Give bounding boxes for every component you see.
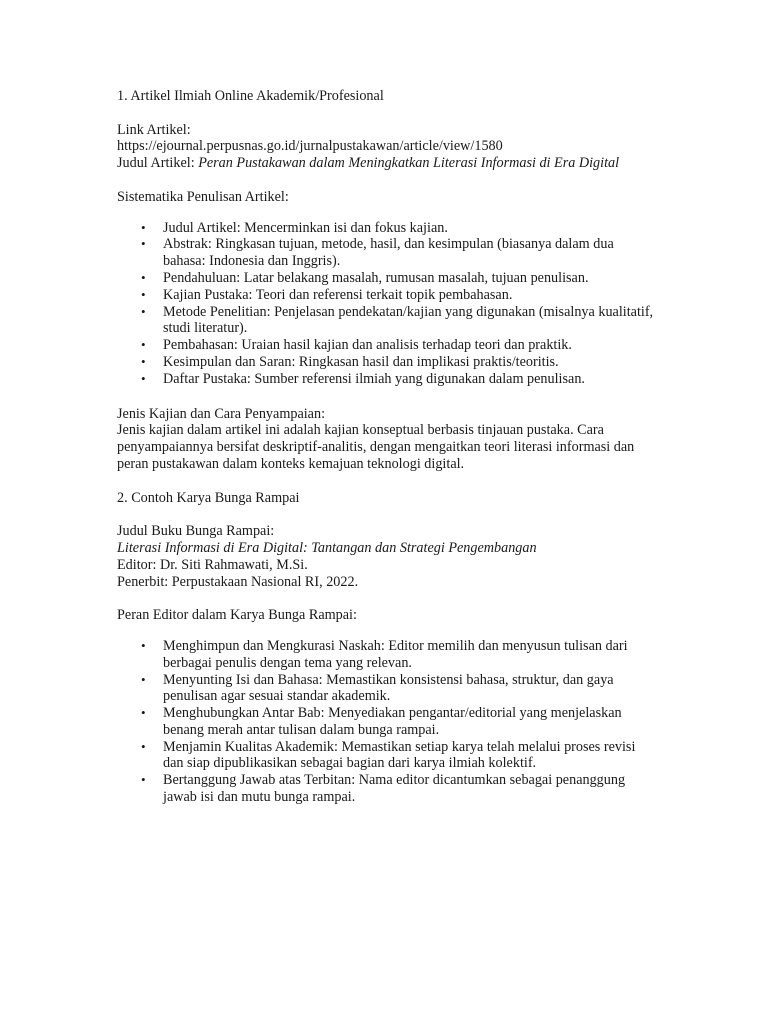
bullet-icon: • — [141, 353, 146, 369]
systematics-label: Sistematika Penulisan Artikel: — [117, 188, 289, 205]
list-item: • Pendahuluan: Latar belakang masalah, rumusan masalah, tujuan penulisan. — [141, 269, 589, 286]
systematics-list — [117, 220, 657, 388]
book-title: Literasi Informasi di Era Digital: Tantangan dan Strategi Pengembangan — [117, 539, 537, 556]
list-item: • Menjamin Kualitas Akademik: Memastikan setiap karya telah melalui proses revisi dan siap dipublikasikan sebagai bagian dari karya ilmiah kolektif. — [141, 738, 636, 772]
section1-heading: 1. Artikel Ilmiah Online Akademik/Profesional — [117, 88, 384, 104]
bullet-icon: • — [141, 738, 146, 754]
list-item: • Abstrak: Ringkasan tujuan, metode, hasil, dan kesimpulan (biasanya dalam dua bahasa: Indonesia dan Inggris). — [141, 236, 614, 270]
bullet-icon: • — [141, 303, 146, 319]
list-item: • Daftar Pustaka: Sumber referensi ilmiah yang digunakan dalam penulisan. — [141, 370, 585, 387]
book-publisher: Penerbit: Perpustakaan Nasional RI, 2022. — [117, 573, 359, 590]
list-item: • Menyunting Isi dan Bahasa: Memastikan konsistensi bahasa, struktur, dan gaya penulisan agar sesuai standar akademik. — [141, 671, 614, 705]
bullet-icon: • — [141, 671, 146, 687]
book-label: Judul Buku Bunga Rampai: — [117, 523, 275, 540]
article-link-url: https://ejournal.perpusnas.go.id/jurnalpustakawan/article/view/1580 — [117, 138, 503, 155]
list-item: • Metode Penelitian: Penjelasan pendekatan/kajian yang digunakan (misalnya kualitatif, studi literatur). — [141, 303, 654, 337]
book-editor: Editor: Dr. Siti Rahmawati, M.Si. — [117, 556, 308, 573]
list-item: • Kesimpulan dan Saran: Ringkasan hasil dan implikasi praktis/teoritis. — [141, 353, 559, 370]
article-title-value: Peran Pustakawan dalam Meningkatkan Literasi Informasi di Era Digital — [198, 155, 620, 172]
article-title-line — [117, 155, 657, 172]
list-item: • Kajian Pustaka: Teori dan referensi terkait topik pembahasan. — [141, 286, 513, 303]
bullet-icon: • — [141, 772, 146, 788]
list-item: • Pembahasan: Uraian hasil kajian dan analisis terhadap teori dan praktik. — [141, 337, 572, 354]
bullet-icon: • — [141, 219, 146, 235]
article-title-label: Judul Artikel: — [117, 155, 199, 172]
bullet-icon: • — [141, 370, 146, 386]
section2-heading: 2. Contoh Karya Bunga Rampai — [117, 489, 300, 506]
bullet-icon: • — [141, 236, 146, 252]
bullet-icon: • — [141, 286, 146, 302]
bullet-icon: • — [141, 269, 146, 285]
list-item: • Bertanggung Jawab atas Terbitan: Nama editor dicantumkan sebagai penanggung jawab isi dan mutu bunga rampai. — [141, 772, 626, 806]
study-type-label: Jenis Kajian dan Cara Penyampaian: — [117, 405, 326, 422]
editor-role-label: Peran Editor dalam Karya Bunga Rampai: — [117, 607, 357, 624]
list-item: • Menghimpun dan Mengkurasi Naskah: Editor memilih dan menyusun tulisan dari berbagai penulis dengan tema yang relevan. — [141, 637, 628, 671]
list-item: • Judul Artikel: Mencerminkan isi dan fokus kajian. — [141, 219, 448, 236]
list-item: • Menghubungkan Antar Bab: Menyediakan pengantar/editorial yang menjelaskan benang merah antar tulisan dalam bunga rampai. — [141, 705, 622, 738]
editor-role-list — [117, 638, 657, 806]
bullet-icon: • — [141, 637, 146, 653]
article-link-label: Link Artikel: — [117, 121, 191, 138]
bullet-icon: • — [141, 705, 146, 721]
bullet-icon: • — [141, 337, 146, 353]
study-type-text: Jenis kajian dalam artikel ini adalah kajian konseptual berbasis tinjauan pustaka. Cara penyampaiannya bersifat deskriptif-analitis, dengan mengaitkan teori literasi informasi dan peran pustakawan dalam konteks kemajuan teknologi digital. — [117, 422, 635, 472]
document-page — [117, 88, 657, 806]
